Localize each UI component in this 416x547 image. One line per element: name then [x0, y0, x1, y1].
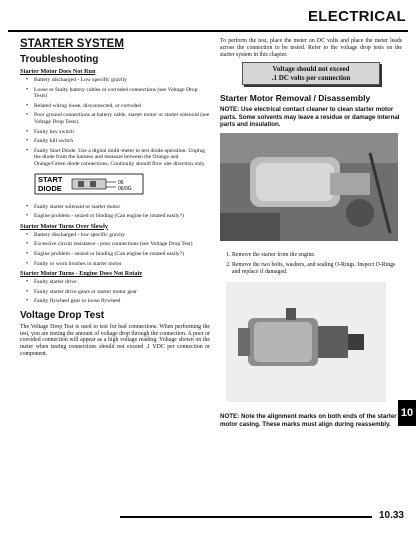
voltage-drop-test-heading: Voltage Drop Test — [20, 309, 105, 321]
engine-starter-photo — [220, 133, 398, 241]
list-item: • Faulty or worn brushes in starter motor — [34, 261, 210, 268]
turns-slowly-list — [20, 232, 210, 267]
footer-rule — [120, 516, 372, 518]
list-item: • Engine problem - seized or binding (Can engine be rotated easily?) — [34, 213, 210, 220]
group-head-does-not-run: Starter Motor Does Not Run — [20, 68, 96, 75]
list-item: • Related wiring loose, disconnected, or corroded — [34, 103, 210, 110]
list-item: • Faulty starter drive gears or starter motor gear — [34, 289, 210, 296]
left-column — [20, 38, 210, 362]
step-item: 1. Remove the starter from the engine. — [232, 252, 402, 259]
cleaner-note: NOTE: Use electrical contact cleaner to clean starter motor parts. Some solvents may leave a residue or damage internal parts and insulation. — [220, 106, 400, 128]
list-item: • Faulty starter drive — [34, 279, 210, 286]
alignment-note: NOTE: Note the alignment marks on both ends of the starter motor casing. These marks must align during reassembly. — [220, 413, 397, 428]
page-number: 10.33 — [378, 510, 404, 521]
list-item: • Faulty kill switch — [34, 138, 210, 145]
engine-no-rotate-list — [20, 279, 210, 305]
list-item: • Faulty starter solenoid or starter motor — [34, 204, 210, 211]
starter-motor-photo — [226, 282, 386, 402]
list-item: • Faulty Start Diode. Use a digital multi-meter to test diode operation. Unplug the diode from the harness and measure between the Orange and Orange/Green diode connections. Continuity should flow one direction only. — [34, 148, 210, 168]
section-title: STARTER SYSTEM — [20, 38, 124, 50]
list-item: • Poor ground connections at battery cable, starter motor or starter solenoid (see Voltage Drop Tests) — [34, 112, 210, 125]
list-item: • Battery discharged - Low specific gravity — [34, 77, 210, 84]
test-intro-paragraph: To perform the test, place the meter on DC volts and place the meter leads across the connection to be tested. Refer to the voltage drop tests on the starter system in this chapter. — [220, 38, 402, 58]
right-column — [220, 38, 402, 433]
list-item: • Engine problem - seized or binding (Can engine be rotated easily?) — [34, 251, 210, 258]
header-rule — [8, 30, 408, 32]
diode-pin-1: 06 — [118, 179, 124, 186]
does-not-run-list — [20, 77, 210, 168]
list-item: • Excessive circuit resistance - poor connections (see Voltage Drop Test) — [34, 241, 210, 248]
diode-label-diode: DIODE — [38, 183, 62, 193]
group-head-engine-no-rotate: Starter Motor Turns - Engine Does Not Rotate — [20, 270, 143, 278]
voltage-drop-test-paragraph: The Voltage Drop Test is used to test for bad connections. When performing the test, you are testing the amount of voltage drop through the connection. A poor or corroded connection will appear as a high voltage reading. Voltage shown on the meter when testing connections should not exceed .1 VDC per connection or component. — [20, 323, 210, 358]
diode-pin-2: 06/0G — [118, 185, 132, 192]
start-diode-illustration — [34, 173, 144, 195]
group-head-turns-slowly: Starter Motor Turns Over Slowly — [20, 222, 108, 230]
diode-label-start: START — [38, 174, 63, 184]
list-item: • Faulty flywheel gear or loose flywheel — [34, 298, 210, 305]
callout-line-1: Voltage should not exceed — [272, 65, 350, 74]
list-item: • Faulty key switch — [34, 129, 210, 136]
removal-heading: Starter Motor Removal / Disassembly — [220, 93, 371, 104]
step-item: 2. Remove the two bolts, washers, and sealing O-Rings. Inspect O-Rings and replace if damaged. — [232, 262, 402, 276]
chapter-title: ELECTRICAL — [308, 8, 406, 25]
chapter-tab: 10 — [398, 400, 416, 426]
removal-steps — [220, 252, 402, 275]
voltage-callout-box — [242, 62, 380, 85]
troubleshooting-heading: Troubleshooting — [20, 54, 99, 65]
list-item: • Battery discharged - low specific gravity — [34, 232, 210, 239]
does-not-run-list-continued — [20, 204, 210, 220]
list-item: • Loose or faulty battery cables or corroded connections (see Voltage Drop Tests) — [34, 87, 210, 100]
callout-line-2: .1 DC volts per connection — [271, 73, 351, 82]
